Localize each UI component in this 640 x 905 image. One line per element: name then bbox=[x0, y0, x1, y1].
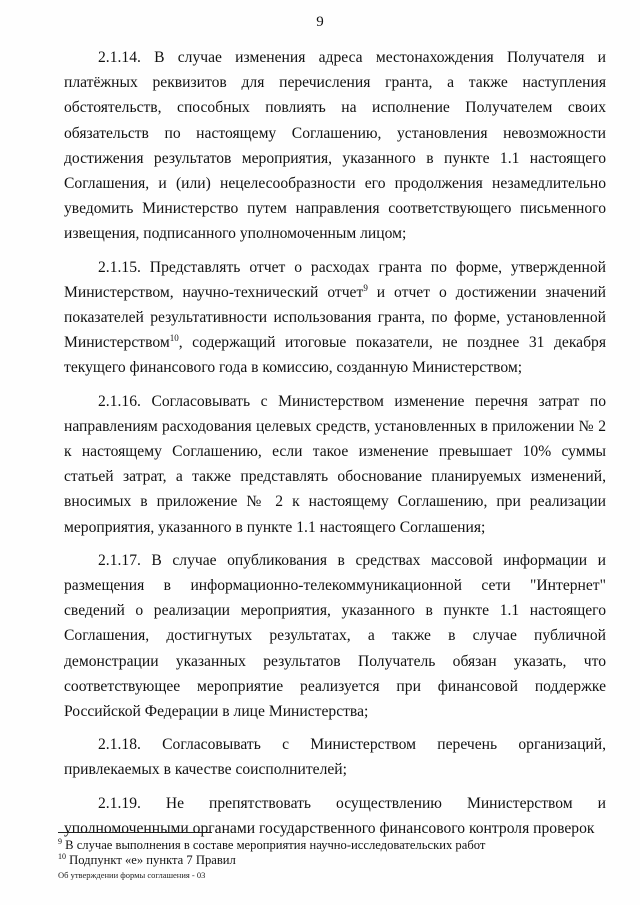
paragraph-2-1-19: 2.1.19. Не препятствовать осуществлению Министерством и уполномоченными органами государственного финансового контроля проверок bbox=[64, 794, 606, 837]
footnote-text-9: В случае выполнения в составе мероприятия научно-исследовательских работ bbox=[62, 838, 486, 852]
footnotes bbox=[58, 838, 618, 868]
footnote-9 bbox=[58, 838, 618, 853]
paragraph-2-1-17: 2.1.17. В случае опубликования в средствах массовой информации и размещения в информационно-телекоммуникационной сети "Интернет" сведений о реализации мероприятия, указанного в пункте 1.1 настоящего Соглашения, достигнутых результатах, а также в случае публичной демонстрации указанных результатов Получатель обязан указать, что соответствующее мероприятие реализуется при финансовой поддержке Российской Федерации в лице Министерства; bbox=[64, 551, 606, 721]
footnote-10 bbox=[58, 853, 618, 868]
paragraph-2-1-16: 2.1.16. Согласовывать с Министерством изменение перечня затрат по направлениям расходования целевых средств, установленных в приложении № 2 к настоящему Соглашению, если такое изменение превышает 10% суммы статьей затрат, а также представлять обоснование планируемых изменений, вносимых в приложение № 2 к настоящему Соглашению, при реализации мероприятия, указанного в пункте 1.1 настоящего Соглашения; bbox=[64, 392, 606, 536]
paragraph-2-1-15 bbox=[64, 255, 606, 381]
footnote-mark-9: 9 bbox=[58, 836, 62, 846]
footnote-ref-10: 10 bbox=[169, 333, 179, 344]
footnote-divider bbox=[58, 832, 212, 833]
footnote-mark-10: 10 bbox=[58, 851, 66, 861]
footnote-ref-9: 9 bbox=[363, 282, 368, 293]
paragraph-2-1-15-part-b: и отчет о достижении значений показателей результативности использования гранта, по форме, установленной Министерством bbox=[64, 283, 607, 352]
paragraph-2-1-15-part-a: 2.1.15. Представлять отчет о расходах гранта по форме, утвержденной Министерством, научно-технический отчет bbox=[64, 258, 606, 301]
paragraph-2-1-14: 2.1.14. В случае изменения адреса местонахождения Получателя и платёжных реквизитов для перечисления гранта, а также наступления обстоятельств, способных повлиять на исполнение Получателем своих обязательств по настоящему Соглашению, установления невозможности достижения результатов мероприятия, указанного в пункте 1.1 настоящего Соглашения, и (или) нецелесообразности его продолжения незамедлительно уведомить Министерство путем направления соответствующего письменного извещения, подписанного уполномоченным лицом; bbox=[64, 49, 606, 243]
paragraph-2-1-18: 2.1.18. Согласовывать с Министерством перечень организаций, привлекаемых в качестве соисполнителей; bbox=[64, 736, 606, 779]
footnote-text-10: Подпункт «е» пункта 7 Правил bbox=[66, 853, 236, 867]
paragraph-2-1-15-part-c: , содержащий итоговые показатели, не позднее 31 декабря текущего финансового года в комиссию, созданную Министерством; bbox=[64, 334, 606, 377]
document-stamp: Об утверждении формы соглашения - 03 bbox=[58, 870, 206, 880]
document-body bbox=[64, 45, 606, 849]
page-number: 9 bbox=[316, 14, 324, 30]
